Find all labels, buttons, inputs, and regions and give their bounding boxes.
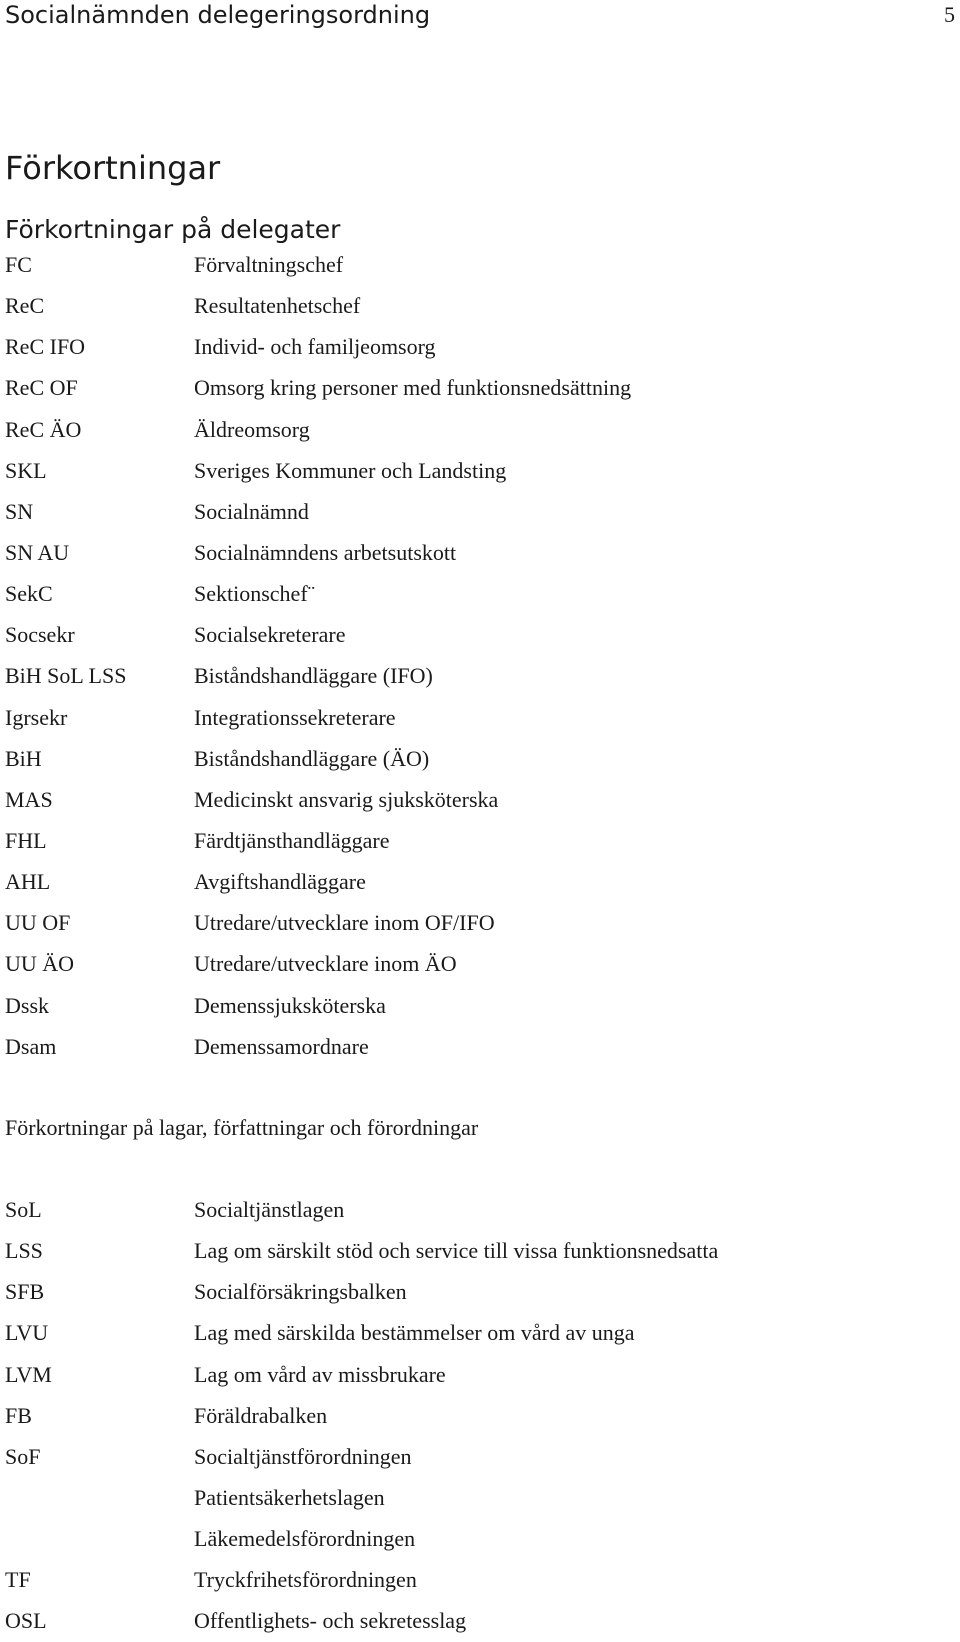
- abbreviation-definition: Omsorg kring personer med funktionsnedsättning: [194, 375, 632, 401]
- abbreviation: ReC ÄO: [5, 416, 82, 442]
- document-title: Socialnämnden delegeringsordning: [5, 1, 431, 29]
- abbreviation-row: [5, 614, 955, 655]
- abbreviation-definition: Resultatenhetschef: [194, 293, 361, 319]
- abbreviation-row: [5, 697, 955, 738]
- abbreviation-row: [5, 1189, 955, 1230]
- abbreviation: Dsam: [5, 1033, 57, 1059]
- abbreviation-row: [5, 1600, 955, 1641]
- abbreviation-row: [5, 1395, 955, 1436]
- abbreviation-definition: Demenssamordnare: [194, 1033, 369, 1059]
- abbreviation-row: [5, 861, 955, 902]
- abbreviation: LVU: [5, 1320, 49, 1346]
- abbreviation-definition: Integrationssekreterare: [194, 704, 396, 730]
- abbreviation-row: [5, 738, 955, 779]
- abbreviation: MAS: [5, 786, 53, 812]
- abbreviation-row: [5, 285, 955, 326]
- abbreviation-definition: Läkemedelsförordningen: [194, 1526, 416, 1552]
- abbreviation-definition: Socialförsäkringsbalken: [194, 1279, 407, 1305]
- abbreviation-definition: Offentlighets- och sekretesslag: [194, 1608, 467, 1634]
- abbreviation-definition: Socialtjänstförordningen: [194, 1443, 412, 1469]
- abbreviation-row: [5, 573, 955, 614]
- abbreviation: TF: [5, 1567, 31, 1593]
- abbreviation-definition: Äldreomsorg: [194, 416, 310, 442]
- abbreviation: SoF: [5, 1443, 41, 1469]
- abbreviation-definition: Patientsäkerhetslagen: [194, 1484, 385, 1510]
- abbreviation-definition: Socialnämndens arbetsutskott: [194, 539, 457, 565]
- page-title: Förkortningar: [5, 149, 221, 187]
- abbreviation-definition: Tryckfrihetsförordningen: [194, 1567, 417, 1593]
- abbreviation-definition: Medicinskt ansvarig sjuksköterska: [194, 786, 499, 812]
- abbreviation: OSL: [5, 1608, 47, 1634]
- abbreviation: BiH SoL LSS: [5, 663, 127, 689]
- abbreviation-row: [5, 1354, 955, 1395]
- abbreviation-row: [5, 244, 955, 285]
- abbreviation: Igrsekr: [5, 704, 68, 730]
- abbreviation: ReC OF: [5, 375, 78, 401]
- abbreviation-definition: Utredare/utvecklare inom ÄO: [194, 951, 457, 977]
- laws-heading: Förkortningar på lagar, författningar och förordningar: [5, 1115, 479, 1140]
- abbreviation: UU ÄO: [5, 951, 75, 977]
- abbreviation: SFB: [5, 1279, 45, 1305]
- abbreviation: AHL: [5, 869, 51, 895]
- abbreviation: SKL: [5, 457, 47, 483]
- abbreviation-row: [5, 1518, 955, 1559]
- abbreviation-definition: Socialtjänstlagen: [194, 1197, 345, 1222]
- abbreviation-definition: Sektionschef¨: [194, 581, 315, 607]
- page-number: 5: [944, 2, 955, 27]
- abbreviation-row: [5, 902, 955, 943]
- abbreviation: Socsekr: [5, 622, 75, 648]
- abbreviation-row: [5, 779, 955, 820]
- abbreviation-definition: Individ- och familjeomsorg: [194, 334, 436, 360]
- abbreviation-definition: Biståndshandläggare (ÄO): [194, 745, 430, 771]
- abbreviation: Dssk: [5, 992, 50, 1018]
- abbreviation-row: [5, 1312, 955, 1353]
- abbreviation: LSS: [5, 1238, 43, 1264]
- abbreviation-row: [5, 943, 955, 984]
- abbreviation: ReC IFO: [5, 334, 86, 360]
- abbreviation: SoL: [5, 1197, 42, 1222]
- abbreviation-row: [5, 655, 955, 696]
- abbreviation-definition: Lag med särskilda bestämmelser om vård av unga: [194, 1320, 635, 1346]
- abbreviation-row: [5, 1477, 955, 1518]
- abbreviation-definition: Förvaltningschef: [194, 252, 344, 277]
- abbreviation-definition: Utredare/utvecklare inom OF/IFO: [194, 910, 495, 936]
- abbreviation-definition: Socialsekreterare: [194, 622, 346, 648]
- abbreviation-definition: Sveriges Kommuner och Landsting: [194, 457, 507, 483]
- page-header: [5, 0, 955, 30]
- abbreviation: UU OF: [5, 910, 71, 936]
- abbreviation-definition: Socialnämnd: [194, 498, 309, 524]
- abbreviation-row: [5, 367, 955, 408]
- abbreviation: ReC: [5, 293, 45, 319]
- abbreviation: BiH: [5, 745, 42, 771]
- abbreviation-row: [5, 985, 955, 1026]
- abbreviation-row: [5, 532, 955, 573]
- abbreviation-definition: Demenssjuksköterska: [194, 992, 386, 1018]
- abbreviation-row: [5, 491, 955, 532]
- abbreviation-definition: Lag om vård av missbrukare: [194, 1361, 446, 1387]
- abbreviation: SN: [5, 498, 34, 524]
- abbreviation-row: [5, 820, 955, 861]
- abbreviation-definition: Lag om särskilt stöd och service till vissa funktionsnedsatta: [194, 1238, 719, 1264]
- abbreviation: SN AU: [5, 539, 70, 565]
- abbreviation-row: [5, 1271, 955, 1312]
- abbreviation: LVM: [5, 1361, 52, 1387]
- abbreviation: FC: [5, 252, 32, 277]
- abbreviation-row: [5, 1436, 955, 1477]
- abbreviation-definition: Färdtjänsthandläggare: [194, 827, 390, 853]
- abbreviation-row: [5, 1230, 955, 1271]
- abbreviation: SekC: [5, 581, 53, 607]
- delegates-heading: Förkortningar på delegater: [5, 215, 341, 244]
- abbreviation-definition: Avgiftshandläggare: [194, 869, 366, 895]
- delegates-list: [5, 244, 955, 1067]
- abbreviation-row: [5, 409, 955, 450]
- abbreviation-row: [5, 326, 955, 367]
- abbreviation-row: [5, 450, 955, 491]
- abbreviation: FB: [5, 1402, 32, 1428]
- abbreviation-definition: Föräldrabalken: [194, 1402, 328, 1428]
- abbreviation-definition: Biståndshandläggare (IFO): [194, 663, 433, 689]
- abbreviation-row: [5, 1026, 955, 1067]
- laws-list: [5, 1189, 955, 1642]
- abbreviation-row: [5, 1559, 955, 1600]
- abbreviation: FHL: [5, 827, 47, 853]
